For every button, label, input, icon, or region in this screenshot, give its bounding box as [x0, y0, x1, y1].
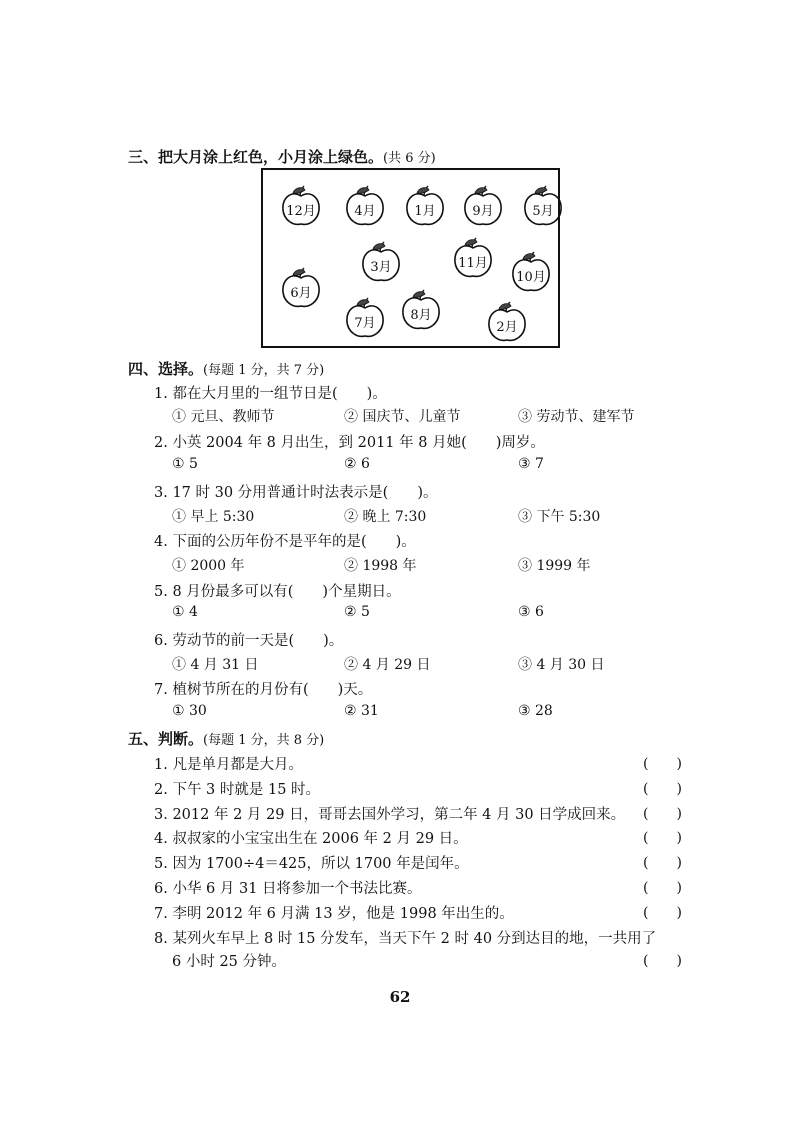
judge-question-8: 8. 某列火车早上 8 时 15 分发车，当天下午 2 时 40 分到达目的地，一共用了: [154, 931, 657, 947]
answer-parentheses[interactable]: ( ): [643, 806, 682, 822]
choice-option[interactable]: ③ 下午 5:30: [518, 509, 601, 525]
choice-option[interactable]: ③ 28: [518, 703, 553, 719]
apple-month[interactable]: [279, 266, 323, 310]
choice-question-4: 4. 下面的公历年份不是平年的是( )。: [154, 534, 416, 550]
apple-month[interactable]: [461, 184, 505, 228]
choice-option[interactable]: ① 5: [172, 456, 198, 472]
apple-month[interactable]: [451, 236, 495, 280]
apple-label: 6月: [290, 286, 312, 301]
answer-parentheses[interactable]: ( ): [643, 953, 682, 969]
apple-month[interactable]: [343, 296, 387, 340]
judge-question-7: 7. 李明 2012 年 6 月满 13 岁，他是 1998 年出生的。: [154, 906, 514, 922]
choice-option[interactable]: ② 1998 年: [344, 558, 417, 574]
apple-label: 5月: [532, 204, 554, 219]
answer-parentheses[interactable]: ( ): [643, 781, 682, 797]
answer-parentheses[interactable]: ( ): [643, 905, 682, 921]
apple-month[interactable]: [509, 250, 553, 294]
choice-option[interactable]: ③ 6: [518, 604, 544, 620]
judge-question-1: 1. 凡是单月都是大月。: [154, 757, 303, 773]
answer-parentheses[interactable]: ( ): [643, 880, 682, 896]
apple-month[interactable]: [359, 240, 403, 284]
apple-month[interactable]: [399, 288, 443, 332]
choice-option[interactable]: ③ 7: [518, 456, 544, 472]
answer-parentheses[interactable]: ( ): [643, 855, 682, 871]
apple-label: 7月: [354, 316, 376, 331]
choice-option[interactable]: ① 元旦、教师节: [172, 409, 275, 425]
choice-option[interactable]: ② 6: [344, 456, 370, 472]
choice-option[interactable]: ③ 劳动节、建军节: [518, 409, 635, 425]
apple-label: 12月: [286, 204, 316, 219]
section5-title: 五、判断。(每题 1 分，共 8 分): [128, 730, 325, 748]
page-number: 62: [389, 988, 411, 1006]
apple-label: 8月: [410, 308, 432, 323]
choice-option[interactable]: ① 4: [172, 604, 198, 620]
choice-option[interactable]: ② 国庆节、儿童节: [344, 409, 461, 425]
apple-month[interactable]: [403, 184, 447, 228]
judge-question-5: 5. 因为 1700÷4＝425，所以 1700 年是闰年。: [154, 856, 469, 872]
choice-option[interactable]: ③ 1999 年: [518, 558, 591, 574]
apple-month[interactable]: [279, 184, 323, 228]
answer-parentheses[interactable]: ( ): [643, 830, 682, 846]
apple-month[interactable]: [521, 184, 565, 228]
apple-label: 3月: [370, 260, 392, 275]
choice-question-3: 3. 17 时 30 分用普通计时法表示是( )。: [154, 485, 438, 501]
judge-question-8-cont: 6 小时 25 分钟。: [172, 954, 287, 970]
choice-question-1: 1. 都在大月里的一组节日是( )。: [154, 386, 387, 402]
choice-question-6: 6. 劳动节的前一天是( )。: [154, 633, 344, 649]
apple-label: 1月: [414, 204, 436, 219]
choice-option[interactable]: ② 5: [344, 604, 370, 620]
apple-label: 4月: [354, 204, 376, 219]
choice-option[interactable]: ② 4 月 29 日: [344, 657, 431, 673]
choice-option[interactable]: ① 30: [172, 703, 207, 719]
judge-question-6: 6. 小华 6 月 31 日将参加一个书法比赛。: [154, 881, 422, 897]
choice-option[interactable]: ② 晚上 7:30: [344, 509, 427, 525]
choice-option[interactable]: ① 早上 5:30: [172, 509, 255, 525]
judge-question-2: 2. 下午 3 时就是 15 时。: [154, 782, 321, 798]
choice-option[interactable]: ① 4 月 31 日: [172, 657, 259, 673]
apple-box: [261, 168, 560, 348]
apple-label: 9月: [472, 204, 494, 219]
apple-month[interactable]: [343, 184, 387, 228]
apple-label: 2月: [496, 320, 518, 335]
apple-label: 11月: [458, 256, 488, 271]
section4-title: 四、选择。(每题 1 分，共 7 分): [128, 360, 325, 378]
section3-title: 三、把大月涂上红色，小月涂上绿色。(共 6 分): [128, 148, 436, 166]
apple-month[interactable]: [485, 300, 529, 344]
judge-question-4: 4. 叔叔家的小宝宝出生在 2006 年 2 月 29 日。: [154, 831, 468, 847]
choice-option[interactable]: ② 31: [344, 703, 379, 719]
choice-option[interactable]: ③ 4 月 30 日: [518, 657, 605, 673]
judge-question-3: 3. 2012 年 2 月 29 日，哥哥去国外学习，第二年 4 月 30 日学成回来。: [154, 807, 626, 823]
choice-question-7: 7. 植树节所在的月份有( )天。: [154, 682, 373, 698]
choice-question-2: 2. 小英 2004 年 8 月出生，到 2011 年 8 月她( )周岁。: [154, 435, 545, 451]
apple-label: 10月: [516, 270, 546, 285]
choice-question-5: 5. 8 月份最多可以有( )个星期日。: [154, 584, 401, 600]
answer-parentheses[interactable]: ( ): [643, 756, 682, 772]
choice-option[interactable]: ① 2000 年: [172, 558, 245, 574]
